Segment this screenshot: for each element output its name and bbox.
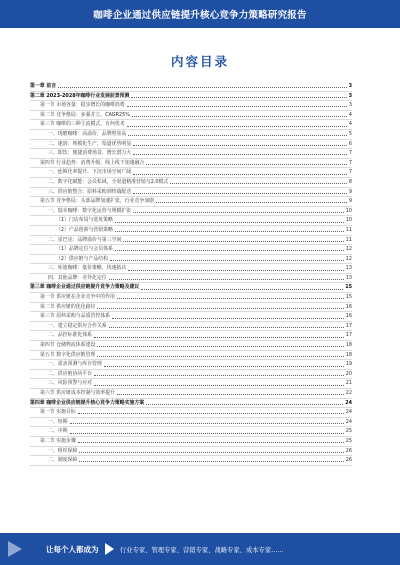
dot-leader [141,288,343,290]
toc-entry-page: 6 [348,140,352,147]
dot-leader [78,441,344,443]
dot-leader [127,105,347,107]
dot-leader [109,278,344,280]
toc-entry-page: 20 [345,370,352,377]
dot-leader [117,393,344,395]
dot-leader [133,211,344,213]
toc-entry-label: 二、数字化赋能：会员私域，全渠道精准营销与2.0模式 [48,178,169,185]
dot-leader [79,460,343,462]
toc-entry[interactable] [30,197,352,207]
dot-leader [115,221,344,223]
toc-entry[interactable] [30,178,352,188]
toc-entry[interactable] [30,101,352,111]
dot-leader [146,403,343,405]
toc-entry-page: 5 [348,130,352,137]
toc-entry[interactable] [30,427,352,437]
toc-entry-label: 一、连锁化率提升，下沉市场空间广阔 [48,169,132,176]
dot-leader [133,192,347,194]
toc-entry[interactable] [30,456,352,466]
toc-entry-page: 17 [345,332,352,339]
page-header [0,0,400,28]
toc-entry[interactable] [30,331,352,341]
toc-entry-label: 三、供应链整合：原料采购到终端配送 [48,188,132,195]
dot-leader [94,374,344,376]
dot-leader [127,125,347,127]
dot-leader [133,144,347,146]
toc-entry[interactable] [30,207,352,217]
toc-entry-page: 15 [345,294,352,301]
toc-entry-label: 二、星巴克：品牌溢价与第三空间 [48,236,122,243]
toc-entry[interactable] [30,293,352,303]
footer-slogan: 让每个人都成为 [46,545,99,554]
dot-leader [133,173,347,175]
toc-entry-page: 16 [345,303,352,310]
toc-entry-label: 第三节 原料采购与品质管控体系 [40,313,111,320]
toc-entry-page: 3 [348,92,352,99]
toc-entry-label: （1）门店布局与选址策略 [56,217,113,224]
toc-entry-page: 11 [345,226,352,233]
toc-entry-label: 一、需求预测与库存管理 [48,361,102,368]
dot-leader [94,336,344,338]
toc-entry-label: 一、组织保障 [48,447,78,454]
toc-entry[interactable] [30,188,352,198]
toc-entry-label: 一、短期 [48,418,68,425]
toc-entry[interactable] [30,264,352,274]
dot-leader [115,249,344,251]
toc-entry-label: 第二节 实施步骤 [40,437,76,444]
toc-entry[interactable] [30,418,352,428]
toc-entry-label: 四、其他品牌：差异化定位 [48,274,107,281]
toc-entry[interactable] [30,322,352,332]
toc-entry-page: 10 [345,217,352,224]
toc-title: 内容目录 [170,54,229,69]
toc-entry-page: 16 [345,313,352,320]
dot-leader [128,134,347,136]
toc-entry-page: 3 [348,83,352,89]
toc-entry-page: 24 [345,409,352,416]
toc-entry[interactable] [30,226,352,236]
toc-entry-page: 7 [348,150,352,157]
toc-entry-page: 8 [348,178,352,185]
toc-entry[interactable] [30,92,352,102]
toc-entry-label: 三、风险预警与应对 [48,380,93,387]
dot-leader [109,326,344,328]
toc-entry-label: 二、中期 [48,428,68,435]
toc-entry-page: 25 [345,437,352,444]
dot-leader [70,432,344,434]
toc-entry-label: 第四节 行业趋势：消费升级，线上线下加速融合 [40,159,145,166]
dot-leader [170,182,347,184]
dot-leader [70,422,344,424]
footer-tagline: 行业专家、管理专家、营销专家、战略专家、成本专家…… [120,547,284,554]
toc-entry[interactable] [30,255,352,265]
dot-leader [110,259,344,261]
toc-entry[interactable] [30,149,352,159]
dot-leader [123,240,343,242]
toc-entry-label: 三、库迪咖啡：低价策略，快速拓店 [48,265,127,272]
toc-entry[interactable] [30,360,352,370]
toc-entry-label: 第一章 前言 [30,83,57,89]
page-footer [0,533,400,565]
dot-leader [79,451,343,453]
toc-entry-page: 9 [348,198,352,205]
dot-leader [97,355,343,357]
toc-entry[interactable] [30,216,352,226]
toc-entry-label: 第三节 咖啡的三种主流模式，有何优劣 [40,121,125,128]
table-of-contents [30,82,352,466]
toc-entry-page: 13 [345,265,352,272]
toc-entry-label: 第四节 仓储物流体系建设 [40,342,96,349]
dot-leader [117,297,344,299]
toc-entry-page: 26 [345,447,352,454]
toc-entry-page: 25 [345,428,352,435]
toc-entry[interactable] [30,140,352,150]
dot-leader [58,86,346,88]
toc-entry-page: 11 [345,236,352,243]
toc-entry-label: （2）供应链与产品结构 [56,255,109,262]
toc-entry-label: 三、即饮：便捷消费场景，增长潜力大 [48,150,132,157]
toc-entry-label: 一、瑞幸咖啡：数字化运营与规模扩张 [48,207,132,214]
toc-entry-label: 第一节 供应链在企业竞争中的作用 [40,294,115,301]
dot-leader [97,307,343,309]
dot-leader [156,201,347,203]
toc-entry[interactable] [30,341,352,351]
toc-entry[interactable] [30,447,352,457]
toc-entry[interactable] [30,111,352,121]
toc-entry-label: 第二章 2023-2028年咖啡行业发展前景预测 [30,92,130,99]
toc-entry-label: 一、建立稳定供应合作关系 [48,322,107,329]
toc-entry[interactable] [30,82,352,92]
toc-entry-label: 第三章 咖啡企业通过供应链提升竞争力策略及建议 [30,284,140,291]
toc-entry-page: 3 [348,102,352,109]
toc-entry-page: 22 [345,390,352,396]
toc-entry-label: （2）产品创新与营销策略 [56,226,113,233]
toc-entry-page: 10 [345,207,352,214]
footer-arrow-icon [105,543,114,555]
toc-entry-label: 一、现磨咖啡：高溢价，品牌壁垒高 [48,130,127,137]
dot-leader [97,345,343,347]
toc-entry-page: 12 [345,246,352,253]
toc-entry[interactable] [30,379,352,389]
dot-leader [132,115,347,117]
toc-entry[interactable] [30,159,352,169]
toc-entry-page: 12 [345,255,352,262]
toc-entry[interactable] [30,399,352,409]
toc-entry-page: 7 [348,169,352,176]
toc-entry-label: 第一节 市场容量：稳步增长的咖啡消费 [40,102,125,109]
dot-leader [104,365,344,367]
toc-entry-label: 第二节 竞争格局：多强并立，CAGR25% [40,111,130,118]
toc-entry-label: 第二节 供应链的优化路径 [40,303,96,310]
dot-leader [133,153,347,155]
toc-entry-page: 24 [345,399,352,406]
toc-entry-page: 26 [345,457,352,464]
toc-entry-page: 18 [345,351,352,358]
toc-entry-page: 15 [345,284,352,291]
toc-entry-label: （1）品牌定位与会员体系 [56,246,113,253]
toc-entry-page: 17 [345,322,352,329]
toc-entry-label: 第五节 竞争格局：头部品牌加速扩张，行业竞争加剧 [40,198,155,205]
toc-entry-page: 4 [348,121,352,128]
toc-entry[interactable] [30,437,352,447]
dot-leader [146,163,347,165]
dot-leader [94,384,344,386]
toc-entry-page: 9 [348,188,352,195]
dot-leader [112,317,344,319]
toc-entry[interactable] [30,168,352,178]
toc-entry[interactable] [30,236,352,246]
toc-entry-label: 第一节 实施目标 [40,409,76,416]
toc-entry-label: 二、供应链协同平台 [48,370,93,377]
toc-entry[interactable] [30,245,352,255]
toc-entry[interactable] [30,408,352,418]
toc-entry-label: 第六节 供应链成本控制与效率提升 [40,390,115,396]
toc-entry-page: 19 [345,361,352,368]
toc-entry[interactable] [30,120,352,130]
toc-entry-page: 24 [345,418,352,425]
dot-leader [131,96,346,98]
toc-entry[interactable] [30,351,352,361]
footer-decoration [8,541,22,557]
toc-entry[interactable] [30,303,352,313]
toc-entry-label: 二、制度保障 [48,457,78,464]
toc-entry[interactable] [30,312,352,322]
toc-entry-page: 7 [348,159,352,166]
toc-entry-page: 13 [345,274,352,281]
toc-entry[interactable] [30,130,352,140]
dot-leader [115,230,344,232]
toc-entry[interactable] [30,370,352,380]
toc-entry-page: 4 [348,111,352,118]
toc-entry[interactable] [30,283,352,293]
toc-entry-page: 18 [345,342,352,349]
report-title: 咖啡企业通过供应链提升核心竞争力策略研究报告 [93,10,307,21]
toc-entry-page: 21 [345,380,352,387]
toc-entry[interactable] [30,274,352,284]
toc-entry-label: 二、速溶：规模化生产，渠道优势明显 [48,140,132,147]
dot-leader [128,269,344,271]
toc-entry-label: 第四章 咖啡企业供应链提升核心竞争力策略实施方案 [30,399,145,406]
dot-leader [78,412,344,414]
toc-entry[interactable] [30,389,352,399]
toc-entry-label: 第五节 数字化供应链管理 [40,351,96,358]
toc-entry-label: 二、品控标准化体系 [48,332,93,339]
